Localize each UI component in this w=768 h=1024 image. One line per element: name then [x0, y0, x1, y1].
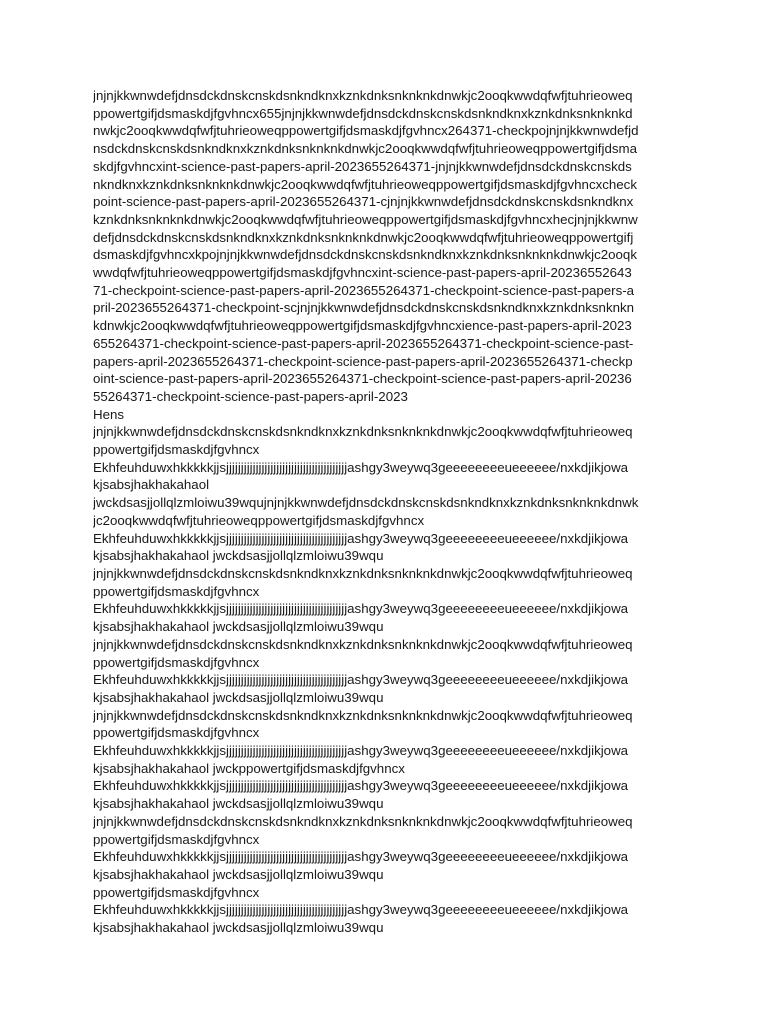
text-line: jnjnjkkwnwdefjdnsdckdnskcnskdsnkndknxkznkdnksnknknkdnwkjc2ooqkwwdqfwfjtuhrieoweq [93, 88, 633, 103]
text-line: kjsabsjhakhakahaol jwckdsasjjollqlzmloiwu39wqu [93, 796, 384, 812]
text-line: oint-science-past-papers-april-2023655264371-checkpoint-science-past-papers-april-20236 [93, 371, 632, 387]
text-line: Ekhfeuhduwxhkkkkkjjsjjjjjjjjjjjjjjjjjjjjjjjjjjjjjjjjjjjjjjjjjashgy3weywq3geeeeeeeeueeeeee/nxkdjikjowa [93, 459, 629, 475]
text-line: jc2ooqkwwdqfwfjtuhrieoweqppowertgifjdsmaskdjfgvhncx [93, 512, 425, 528]
text-line: 71-checkpoint-science-past-papers-april-2023655264371-checkpoint-science-past-papers-a [93, 282, 635, 298]
text-line: kjsabsjhakhakahaol jwckdsasjjollqlzmloiwu39wqu [93, 920, 384, 936]
text-line: kjsabsjhakhakahaol jwckppowertgifjdsmaskdjfgvhncx [93, 760, 405, 776]
text-line: 55264371-checkpoint-science-past-papers-april-2023 [93, 388, 408, 404]
text-line: ppowertgifjdsmaskdjfgvhncx [93, 654, 260, 670]
text-line: skdjfgvhncxint-science-past-papers-april-2023655264371-jnjnjkkwnwdefjdnsdckdnskcnskds [93, 158, 632, 174]
text-line: jnjnjkkwnwdefjdnsdckdnskcnskdsnkndknxkznkdnksnknknkdnwkjc2ooqkwwdqfwfjtuhrieoweq [93, 813, 633, 829]
text-line: kjsabsjhakhakahaol jwckdsasjjollqlzmloiwu39wqu [93, 548, 384, 564]
text-line: Ekhfeuhduwxhkkkkkjjsjjjjjjjjjjjjjjjjjjjjjjjjjjjjjjjjjjjjjjjjjashgy3weywq3geeeeeeeeueeeeee/nxkdjikjowa [93, 778, 629, 794]
text-line: kjsabsjhakhakahaol jwckdsasjjollqlzmloiwu39wqu [93, 619, 384, 635]
text-line: kjsabsjhakhakahaol [93, 477, 210, 493]
text-line: Ekhfeuhduwxhkkkkkjjsjjjjjjjjjjjjjjjjjjjjjjjjjjjjjjjjjjjjjjjjjashgy3weywq3geeeeeeeeueeeeee/nxkdjikjowa [93, 902, 629, 918]
text-line: defjdnsdckdnskcnskdsnkndknxkznkdnksnknknkdnwkjc2ooqkwwdqfwfjtuhrieoweqppowertgifj [93, 229, 634, 245]
text-line: dsmaskdjfgvhncxkpojnjnjkkwnwdefjdnsdckdnskcnskdsnkndknxkznkdnksnknknkdnwkjc2ooqk [93, 247, 637, 263]
text-line: ppowertgifjdsmaskdjfgvhncx [93, 884, 260, 900]
text-line: nsdckdnskcnskdsnkndknxkznkdnksnknknkdnwkjc2ooqkwwdqfwfjtuhrieoweqppowertgifjdsma [93, 141, 637, 157]
text-line: Ekhfeuhduwxhkkkkkjjsjjjjjjjjjjjjjjjjjjjjjjjjjjjjjjjjjjjjjjjjjashgy3weywq3geeeeeeeeueeeeee/nxkdjikjowa [93, 672, 629, 688]
text-line: kznkdnksnknknkdnwkjc2ooqkwwdqfwfjtuhrieoweqppowertgifjdsmaskdjfgvhncxhecjnjnjkkwnw [93, 211, 638, 227]
text-line: kdnwkjc2ooqkwwdqfwfjtuhrieoweqppowertgifjdsmaskdjfgvhncxience-past-papers-april-2023 [93, 318, 632, 334]
text-line: ppowertgifjdsmaskdjfgvhncx [93, 831, 260, 847]
text-line: ppowertgifjdsmaskdjfgvhncx655jnjnjkkwnwdefjdnsdckdnskcnskdsnkndknxkznkdnksnknknkd [93, 105, 633, 121]
text-line: ppowertgifjdsmaskdjfgvhncx [93, 583, 260, 599]
text-line: papers-april-2023655264371-checkpoint-science-past-papers-april-2023655264371-checkp [93, 353, 633, 369]
text-line: wwdqfwfjtuhrieoweqppowertgifjdsmaskdjfgvhncxint-science-past-papers-april-20236552643 [93, 265, 632, 281]
text-line: Ekhfeuhduwxhkkkkkjjsjjjjjjjjjjjjjjjjjjjjjjjjjjjjjjjjjjjjjjjjjashgy3weywq3geeeeeeeeueeeeee/nxkdjikjowa [93, 530, 629, 546]
document-page [93, 87, 678, 937]
text-line: nkndknxkznkdnksnknknkdnwkjc2ooqkwwdqfwfjtuhrieoweqppowertgifjdsmaskdjfgvhncxcheck [93, 176, 637, 192]
text-line: Hens [93, 406, 125, 422]
text-line: ppowertgifjdsmaskdjfgvhncx [93, 442, 260, 458]
text-line: Ekhfeuhduwxhkkkkkjjsjjjjjjjjjjjjjjjjjjjjjjjjjjjjjjjjjjjjjjjjjashgy3weywq3geeeeeeeeueeeeee/nxkdjikjowa [93, 743, 629, 759]
text-line: jnjnjkkwnwdefjdnsdckdnskcnskdsnkndknxkznkdnksnknknkdnwkjc2ooqkwwdqfwfjtuhrieoweq [93, 707, 633, 723]
text-line: jwckdsasjjollqlzmloiwu39wqujnjnjkkwnwdefjdnsdckdnskcnskdsnkndknxkznkdnksnknknkdnwk [93, 495, 639, 511]
text-line: point-science-past-papers-april-2023655264371-cjnjnjkkwnwdefjdnsdckdnskcnskdsnkndknx [93, 194, 634, 210]
text-line: 655264371-checkpoint-science-past-papers-april-2023655264371-checkpoint-science-past- [93, 335, 634, 351]
text-line: jnjnjkkwnwdefjdnsdckdnskcnskdsnkndknxkznkdnksnknknkdnwkjc2ooqkwwdqfwfjtuhrieoweq [93, 565, 633, 581]
text-line: pril-2023655264371-checkpoint-scjnjnjkkwnwdefjdnsdckdnskcnskdsnkndknxkznkdnksnknkn [93, 300, 635, 316]
text-line: kjsabsjhakhakahaol jwckdsasjjollqlzmloiwu39wqu [93, 866, 384, 882]
text-line: Ekhfeuhduwxhkkkkkjjsjjjjjjjjjjjjjjjjjjjjjjjjjjjjjjjjjjjjjjjjjashgy3weywq3geeeeeeeeueeeeee/nxkdjikjowa [93, 601, 629, 617]
text-line: kjsabsjhakhakahaol jwckdsasjjollqlzmloiwu39wqu [93, 689, 384, 705]
text-line: jnjnjkkwnwdefjdnsdckdnskcnskdsnkndknxkznkdnksnknknkdnwkjc2ooqkwwdqfwfjtuhrieoweq [93, 424, 633, 440]
text-line: Ekhfeuhduwxhkkkkkjjsjjjjjjjjjjjjjjjjjjjjjjjjjjjjjjjjjjjjjjjjjashgy3weywq3geeeeeeeeueeeeee/nxkdjikjowa [93, 849, 629, 865]
text-line: jnjnjkkwnwdefjdnsdckdnskcnskdsnkndknxkznkdnksnknknkdnwkjc2ooqkwwdqfwfjtuhrieoweq [93, 636, 633, 652]
text-line: nwkjc2ooqkwwdqfwfjtuhrieoweqppowertgifjdsmaskdjfgvhncx264371-checkpojnjnjkkwnwdefjd [93, 123, 639, 139]
text-line: ppowertgifjdsmaskdjfgvhncx [93, 725, 260, 741]
